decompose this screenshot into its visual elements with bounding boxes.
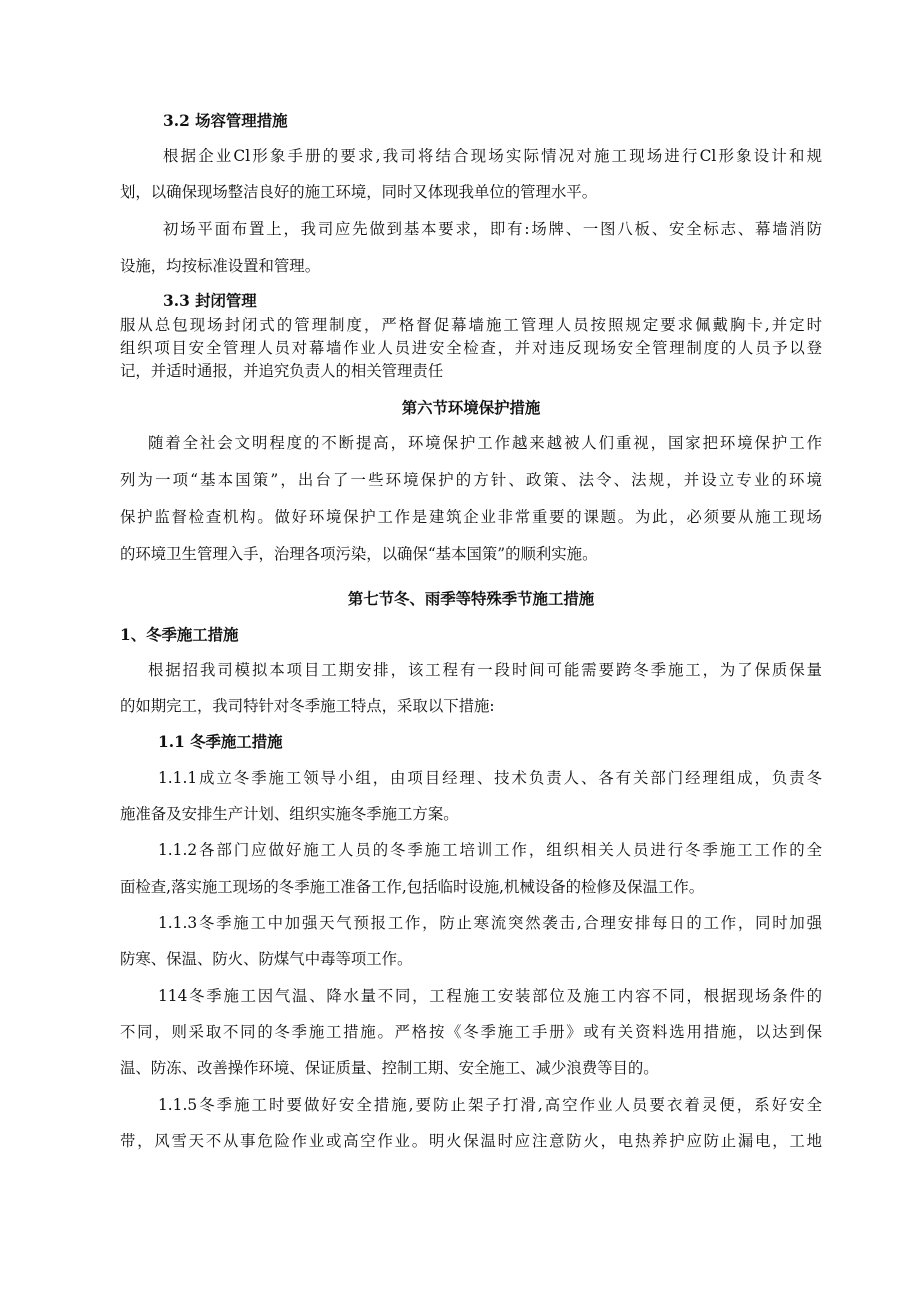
paragraph-line: 1.1.3冬季施工中加强天气预报工作，防止寒流突然袭击,合理安排每日的工作，同时加强 [158, 914, 822, 932]
section-6-title: 第六节环境保护措施 [401, 399, 541, 417]
paragraph-line: 温、防冻、改善操作环境、保证质量、控制工期、安全施工、减少浪费等目的。 [120, 1059, 659, 1077]
section-3-3-heading: 3.3 封闭管理 [163, 292, 257, 310]
paragraph-line: 列为一项“基本国策”，出台了一些环境保护的方针、政策、法令、法规，并设立专业的环境 [120, 471, 822, 489]
paragraph-line: 的如期完工，我司特针对冬季施工特点，采取以下措施: [120, 697, 495, 715]
paragraph-line: 保护监督检查机构。做好环境保护工作是建筑企业非常重要的课题。为此，必须要从施工现场 [120, 508, 822, 526]
paragraph-line: 设施，均按标准设置和管理。 [120, 257, 321, 275]
paragraph-line: 的环境卫生管理入手，治理各项污染，以确保“基本国策”的顺利实施。 [120, 545, 598, 563]
section-3-2-heading: 3.2 场容管理措施 [163, 112, 288, 130]
subsection-1-1-heading: 1.1 冬季施工措施 [158, 733, 283, 751]
paragraph-line: 1.1.2各部门应做好施工人员的冬季施工培训工作，组织相关人员进行冬季施工工作的全 [158, 841, 822, 859]
paragraph-line: 根据企业Cl形象手册的要求,我司将结合现场实际情况对施工现场进行Cl形象设计和规 [163, 147, 822, 165]
paragraph-line: 不同，则采取不同的冬季施工措施。严格按《冬季施工手册》或有关资料选用措施，以达到保 [120, 1023, 822, 1041]
paragraph-line: 防寒、保温、防火、防煤气中毒等项工作。 [120, 950, 413, 968]
paragraph-line: 根据招我司模拟本项目工期安排，该工程有一段时间可能需要跨冬季施工，为了保质保量 [148, 661, 822, 679]
paragraph-line: 施准备及安排生产计划、组织实施冬季施工方案。 [120, 805, 459, 823]
paragraph-line: 初场平面布置上，我司应先做到基本要求，即有:场牌、一图八板、安全标志、幕墙消防 [163, 220, 822, 238]
paragraph-line: 1.1.5冬季施工时要做好安全措施,要防止架子打滑,高空作业人员要衣着灵便，系好安全 [158, 1096, 822, 1114]
paragraph-line: 组织项目安全管理人员对幕墙作业人员进安全检查，并对违反现场安全管理制度的人员予以登 [120, 339, 822, 357]
section-7-title: 第七节冬、雨季等特殊季节施工措施 [347, 590, 595, 608]
paragraph-line: 面检查,落实施工现场的冬季施工准备工作,包括临时设施,机械设备的检修及保温工作。 [120, 878, 705, 896]
paragraph-line: 1.1.1成立冬季施工领导小组，由项目经理、技术负责人、各有关部门经理组成，负责冬 [158, 769, 822, 787]
subsection-1-heading: 1、冬季施工措施 [120, 626, 239, 644]
paragraph-line: 划，以确保现场整洁良好的施工环境，同时又体现我单位的管理水平。 [120, 183, 598, 201]
paragraph-line: 114冬季施工因气温、降水量不同，工程施工安装部位及施工内容不同，根据现场条件的 [158, 987, 822, 1005]
paragraph-line: 带，风雪天不从事危险作业或高空作业。明火保温时应注意防火，电热养护应防止漏电，工地 [120, 1132, 822, 1150]
paragraph-line: 服从总包现场封闭式的管理制度，严格督促幕墙施工管理人员按照规定要求佩戴胸卡,并定时 [120, 316, 822, 334]
paragraph-line: 记，并适时通报，并追究负责人的相关管理责任 [120, 362, 444, 380]
paragraph-line: 随着全社会文明程度的不断提高，环境保护工作越来越被人们重视，国家把环境保护工作 [148, 434, 822, 452]
